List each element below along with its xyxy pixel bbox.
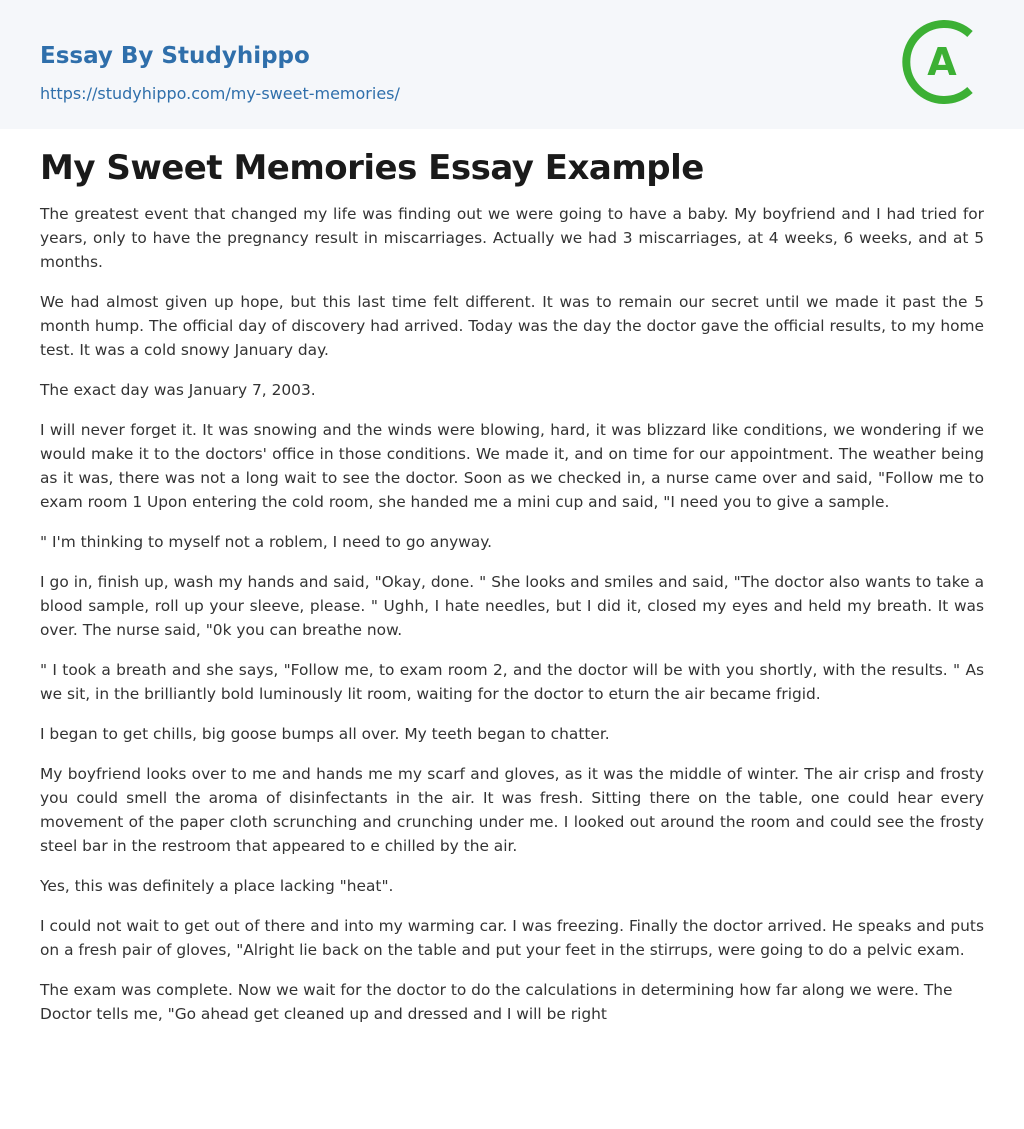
site-title[interactable]: Essay By Studyhippo bbox=[40, 43, 310, 69]
essay-paragraph: I could not wait to get out of there and into my warming car. I was freezing. Finally the doctor arrived. He speaks and puts on a fresh pair of gloves, "Alright lie back on the table and put your feet in the stirrups, were going to do a pelvic exam. bbox=[40, 917, 984, 959]
studyhippo-logo-icon[interactable] bbox=[900, 20, 984, 104]
essay-paragraph: The greatest event that changed my life was finding out we were going to have a baby. My boyfriend and I had tried for years, only to have the pregnancy result in miscarriages. Actually we had 3 miscarriages, at 4 weeks, 6 weeks, and at 5 months. bbox=[40, 205, 984, 271]
essay-content bbox=[0, 147, 1024, 1026]
essay-paragraph: " I'm thinking to myself not a roblem, I need to go anyway. bbox=[40, 533, 493, 551]
essay-paragraph: " I took a breath and she says, "Follow me, to exam room 2, and the doctor will be with you shortly, with the results. " As we sit, in the brilliantly bold luminously lit room, waiting for the doctor to eturn the air became frigid. bbox=[40, 661, 984, 703]
essay-paragraph: My boyfriend looks over to me and hands me my scarf and gloves, as it was the middle of winter. The air crisp and frosty you could smell the aroma of disinfectants in the air. It was fresh. Sitting there on the table, one could hear every movement of the paper cloth scrunching and crunching under me. I looked out around the room and could see the frosty steel bar in the restroom that appeared to e chilled by the air. bbox=[40, 765, 984, 855]
site-header bbox=[0, 0, 1024, 129]
essay-paragraph: I will never forget it. It was snowing and the winds were blowing, hard, it was blizzard like conditions, we wondering if we would make it to the doctors' office in those conditions. We made it, and on time for our appointment. The weather being as it was, there was not a long wait to see the doctor. Soon as we checked in, a nurse came over and said, "Follow me to exam room 1 Upon entering the cold room, she handed me a mini cup and said, "I need you to give a sample. bbox=[40, 421, 984, 511]
logo-letter: A bbox=[927, 40, 957, 84]
essay-paragraph: The exam was complete. Now we wait for the doctor to do the calculations in determining how far along we were. The Doctor tells me, "Go ahead get cleaned up and dressed and I will be right bbox=[40, 981, 953, 1023]
page-title: My Sweet Memories Essay Example bbox=[40, 148, 704, 188]
essay-paragraph: Yes, this was definitely a place lacking "heat". bbox=[40, 877, 394, 895]
essay-paragraph: I began to get chills, big goose bumps all over. My teeth began to chatter. bbox=[40, 725, 610, 743]
essay-paragraph: I go in, finish up, wash my hands and said, "Okay, done. " She looks and smiles and said, "The doctor also wants to take a blood sample, roll up your sleeve, please. " Ughh, I hate needles, but I did it, closed my eyes and held my breath. It was over. The nurse said, "0k you can breathe now. bbox=[40, 573, 984, 639]
essay-paragraph: We had almost given up hope, but this last time felt different. It was to remain our secret until we made it past the 5 month hump. The official day of discovery had arrived. Today was the day the doctor gave the official results, to my home test. It was a cold snowy January day. bbox=[40, 293, 984, 359]
page-url-link[interactable]: https://studyhippo.com/my-sweet-memories/ bbox=[40, 84, 400, 103]
essay-paragraph: The exact day was January 7, 2003. bbox=[40, 381, 316, 399]
